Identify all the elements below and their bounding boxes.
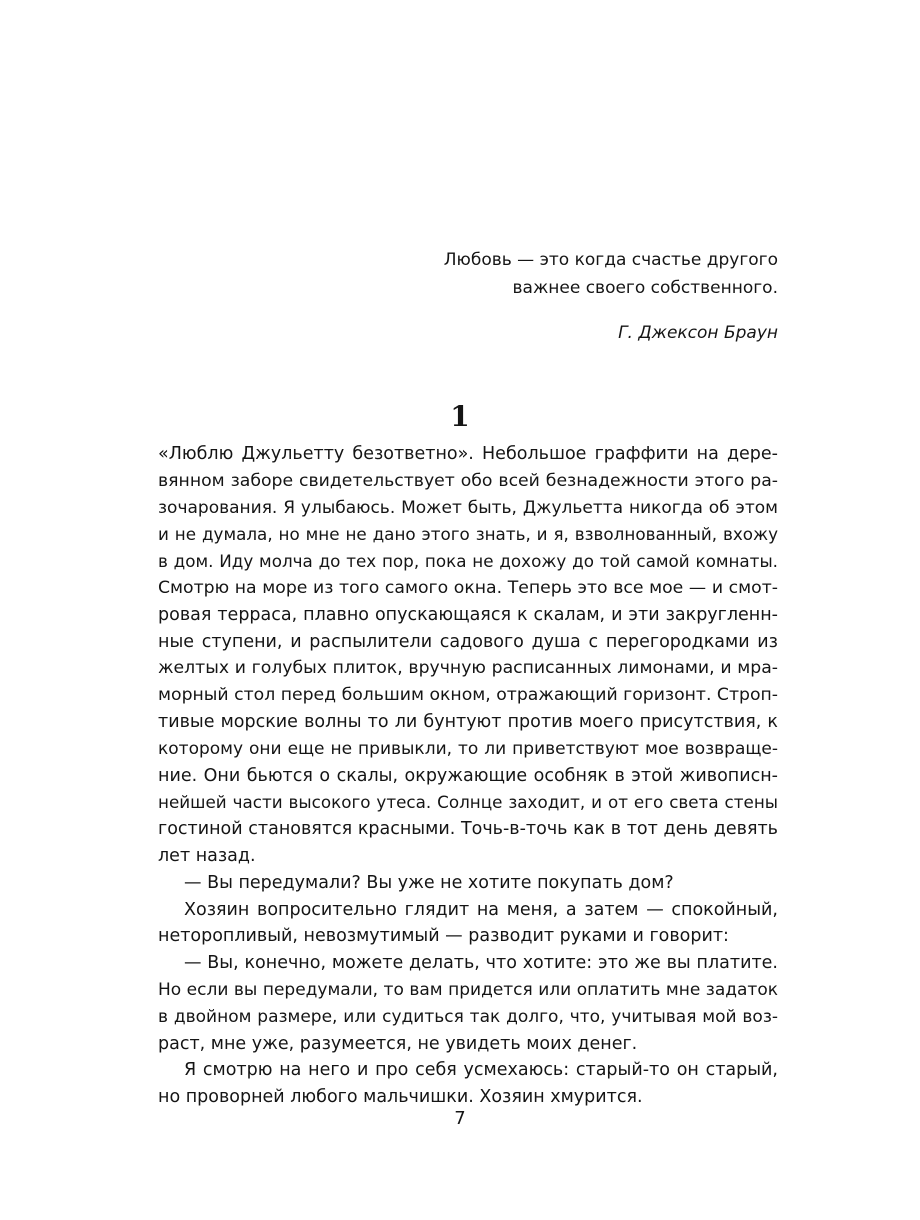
text-line: — Вы, конечно, можете делать, что хотите: это же вы платите. [184, 953, 778, 974]
text-line: ровая терраса, плавно опускающаяся к скалам, и эти закругленн- [158, 604, 778, 625]
text-line: Хозяин вопросительно глядит на меня, а затем — спокойный, [184, 899, 778, 920]
chapter-body-text [158, 441, 778, 1111]
text-line: Смотрю на море из того самого окна. Теперь это все мое — и смот- [158, 577, 778, 598]
paragraph [158, 870, 778, 897]
paragraph [158, 897, 778, 951]
text-line: — Вы передумали? Вы уже не хотите покупать дом? [184, 872, 674, 893]
page-number: 7 [454, 1108, 466, 1129]
text-line: но проворней любого мальчишки. Хозяин хмурится. [158, 1087, 643, 1108]
chapter-number: 1 [450, 400, 470, 433]
epigraph-quote-line: важнее своего собственного. [512, 278, 778, 298]
epigraph-quote [380, 246, 778, 302]
paragraph [158, 950, 778, 1057]
text-line: «Люблю Джульетту безответно». Небольшое граффити на дере- [158, 444, 778, 464]
paragraph [158, 441, 778, 870]
text-line: которому они еще не привыкли, то ли приветствуют мое возвраще- [158, 738, 778, 759]
text-line: и не думала, но мне не дано этого знать, и я, взволнованный, вхожу [158, 524, 778, 545]
text-line: лет назад. [158, 845, 256, 866]
text-line: зочарования. Я улыбаюсь. Может быть, Джульетта никогда об этом [158, 497, 778, 518]
text-line: в двойном размере, или судиться так долго, что, учитывая мой воз- [158, 1006, 778, 1027]
text-line: тивые морские волны то ли бунтуют против моего присутствия, к [158, 711, 778, 732]
paragraph [158, 1057, 778, 1111]
epigraph-author: Г. Джексон Браун [618, 323, 778, 343]
text-line: неторопливый, невозмутимый — разводит руками и говорит: [158, 926, 729, 947]
text-line: ние. Они бьются о скалы, окружающие особняк в этой живописн- [158, 765, 778, 786]
text-line: ные ступени, и распылители садового душа с перегородками из [158, 631, 778, 652]
text-line: гостиной становятся красными. Точь-в-точь как в тот день девять [158, 819, 778, 840]
text-line: Я смотрю на него и про себя усмехаюсь: старый-то он старый, [184, 1060, 778, 1081]
text-line: морный стол перед большим окном, отражающий горизонт. Строп- [158, 685, 779, 706]
text-line: раст, мне уже, разумеется, не увидеть моих денег. [158, 1033, 638, 1054]
text-line: Но если вы передумали, то вам придется или оплатить мне задаток [158, 979, 778, 1000]
text-line: нейшей части высокого утеса. Солнце заходит, и от его света стены [158, 792, 778, 813]
epigraph-quote-line: Любовь — это когда счастье другого [443, 250, 778, 270]
text-line: желтых и голубых плиток, вручную расписанных лимонами, и мра- [158, 658, 778, 679]
epigraph [380, 246, 778, 347]
text-line: вянном заборе свидетельствует обо всей безнадежности этого ра- [158, 470, 778, 491]
text-line: в дом. Иду молча до тех пор, пока не дохожу до той самой комнаты. [158, 551, 778, 572]
